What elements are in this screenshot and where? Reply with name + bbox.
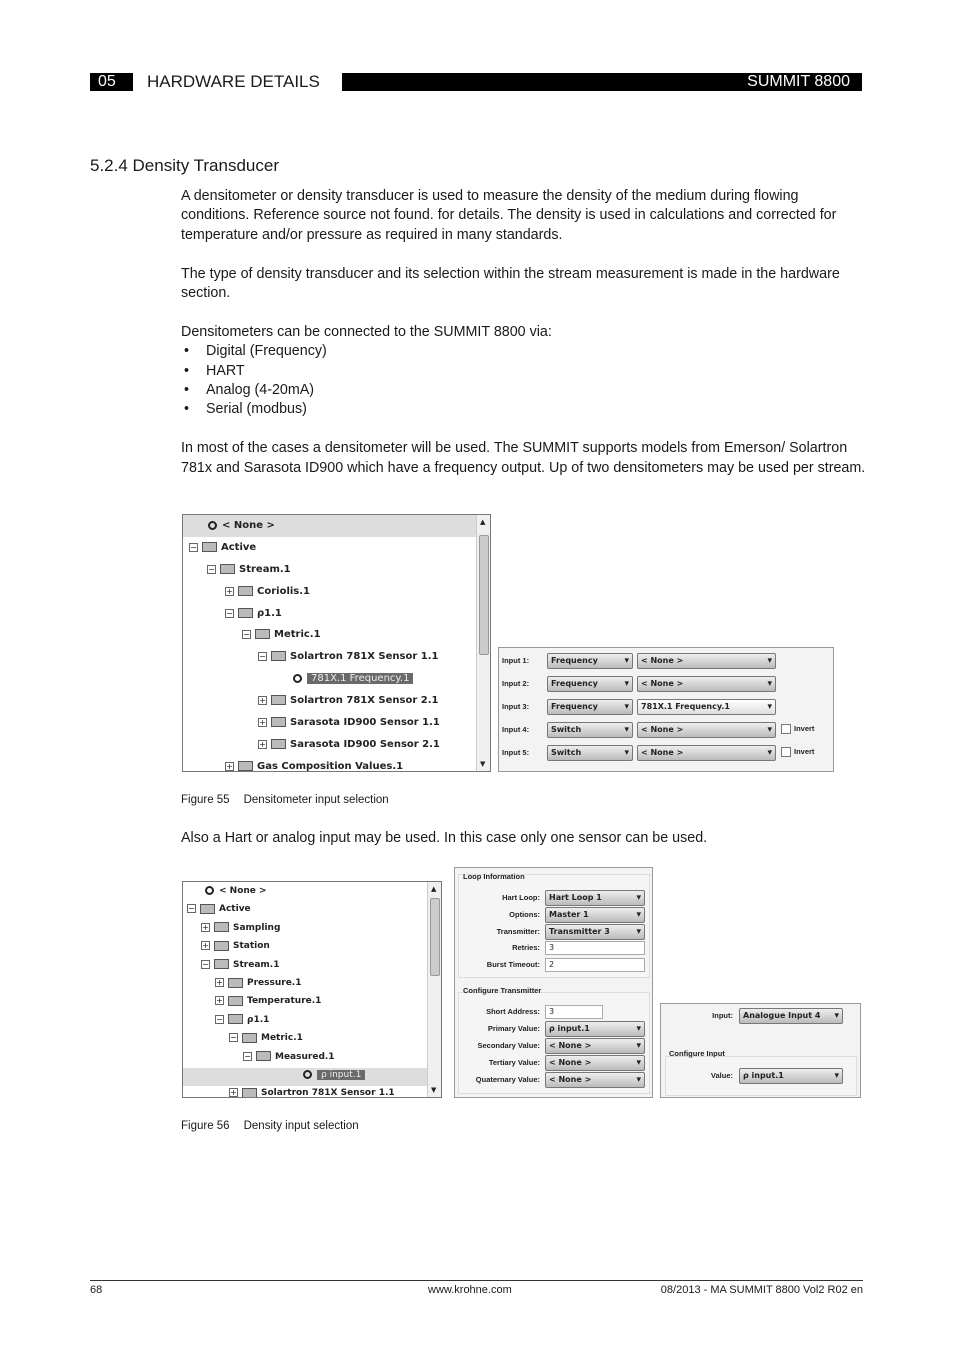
paragraph: In most of the cases a densitometer will be used. The SUMMIT supports models from Emerson/ Solartron 781x and Sarasota ID900 which have a frequency output. Up of two densitometers may be used per stream.: [181, 440, 866, 476]
tree-item[interactable]: + Sarasota ID900 Sensor 1.1: [259, 717, 440, 728]
chapter-number: 05: [90, 73, 133, 91]
tree-item[interactable]: + Solartron 781X Sensor 2.1: [259, 695, 439, 706]
input-label: Input 5:: [502, 748, 530, 757]
folder-icon: [238, 586, 253, 596]
scrollbar[interactable]: [427, 882, 441, 1097]
input-label: Input 1:: [502, 656, 530, 665]
invert-label: Invert: [794, 724, 815, 733]
collapse-icon[interactable]: −: [259, 651, 266, 661]
label: Primary Value:: [487, 1024, 540, 1033]
paragraph: A densitometer or density transducer is used to measure the density of the medium during flowing conditions. Reference source not found. for details. The density is used in calculations and corrected for temperature and/or pressure as required in many standards.: [181, 188, 837, 243]
fig56-tree-panel: [182, 881, 442, 1098]
scrollbar[interactable]: [476, 515, 490, 771]
radio-icon: [293, 674, 302, 683]
collapse-icon[interactable]: −: [226, 608, 233, 618]
folder-icon: [256, 1051, 271, 1061]
input-type-select[interactable]: Frequency ▾: [547, 699, 633, 715]
figure-caption: Figure 55 Densitometer input selection: [181, 794, 389, 806]
bullet-item: • Digital (Frequency): [181, 342, 866, 361]
fig56-analog-panel: [660, 1003, 861, 1098]
retries-input[interactable]: 3: [545, 941, 645, 955]
fig55-tree-panel: [182, 514, 491, 772]
body-text: [181, 187, 866, 478]
label: Retries:: [512, 943, 540, 952]
collapse-icon[interactable]: −: [208, 564, 215, 574]
label: Options:: [509, 910, 540, 919]
options-select[interactable]: Master 1 ▾: [545, 907, 645, 923]
expand-icon[interactable]: +: [202, 922, 209, 932]
tree-item[interactable]: − Measured.1: [244, 1051, 335, 1062]
burst-timeout-input[interactable]: 2: [545, 958, 645, 972]
folder-icon: [202, 542, 217, 552]
input-type-select[interactable]: Switch ▾: [547, 722, 633, 738]
radio-icon: [303, 1070, 312, 1079]
folder-icon: [220, 564, 235, 574]
folder-icon: [228, 1014, 243, 1024]
label: Transmitter:: [496, 927, 540, 936]
paragraph: Densitometers can be connected to the SUMMIT 8800 via:: [181, 323, 552, 340]
tree-item[interactable]: − ρ1.1: [226, 608, 282, 619]
expand-icon[interactable]: +: [202, 941, 209, 951]
expand-icon[interactable]: +: [259, 717, 266, 727]
folder-icon: [242, 1033, 257, 1043]
tree-item[interactable]: − Stream.1: [202, 959, 280, 970]
fig55-input-panel: [498, 647, 834, 772]
folder-icon: [271, 739, 286, 749]
group-title: Configure Transmitter: [463, 986, 542, 995]
input-type-select[interactable]: Frequency ▾: [547, 653, 633, 669]
tertiary-value-select[interactable]: < None > ▾: [545, 1055, 645, 1071]
section-heading: 5.2.4 Density Transducer: [90, 156, 279, 175]
bullet-item: • Serial (modbus): [181, 400, 866, 419]
scroll-down-icon[interactable]: ▼: [431, 1086, 437, 1094]
expand-icon[interactable]: +: [216, 978, 223, 987]
scroll-down-icon[interactable]: ▼: [480, 760, 486, 768]
tree-item[interactable]: + Sarasota ID900 Sensor 2.1: [259, 739, 440, 750]
label: Value:: [710, 1071, 733, 1080]
collapse-icon[interactable]: −: [244, 1051, 251, 1061]
product-name: SUMMIT 8800: [342, 73, 862, 91]
fig56-hart-panel: [454, 867, 653, 1098]
chapter-title: HARDWARE DETAILS: [147, 72, 320, 91]
label: Burst Timeout:: [486, 960, 540, 969]
tree-item[interactable]: + Gas Composition Values.1: [226, 761, 404, 772]
tree-item[interactable]: − Metric.1: [243, 629, 321, 640]
input-source-select[interactable]: 781X.1 Frequency.1 ▾: [637, 699, 776, 715]
group-title: Configure Input: [669, 1049, 725, 1058]
group-title: Loop Information: [463, 872, 525, 881]
bullet-item: • HART: [181, 362, 866, 381]
quaternary-value-select[interactable]: < None > ▾: [545, 1072, 645, 1088]
tree-item[interactable]: + Pressure.1: [216, 978, 302, 988]
input-label: Input 3:: [502, 702, 530, 711]
footer-url: www.krohne.com: [428, 1284, 512, 1296]
folder-icon: [214, 941, 229, 951]
input-label: Input 4:: [502, 725, 530, 734]
footer-divider: [90, 1280, 863, 1281]
tree-item[interactable]: + Station: [202, 941, 270, 952]
expand-icon[interactable]: +: [216, 996, 223, 1006]
folder-icon: [271, 695, 286, 705]
paragraph: Also a Hart or analog input may be used. In this case only one sensor can be used.: [181, 830, 708, 846]
label: Secondary Value:: [477, 1041, 540, 1050]
label: Quaternary Value:: [475, 1075, 540, 1084]
input-source-select[interactable]: < None > ▾: [637, 676, 776, 692]
figure-caption: Figure 56 Density input selection: [181, 1120, 359, 1132]
tree-item[interactable]: < None >: [208, 516, 275, 536]
tree-item[interactable]: + Temperature.1: [216, 996, 322, 1007]
input-type-select[interactable]: Switch ▾: [547, 745, 633, 761]
input-label: Input 2:: [502, 679, 530, 688]
tree-item[interactable]: + Sampling: [202, 922, 281, 933]
folder-icon: [255, 629, 270, 639]
label: Tertiary Value:: [488, 1058, 540, 1067]
radio-icon: [208, 521, 217, 530]
page-number: 68: [90, 1284, 103, 1296]
analog-value-select[interactable]: ρ input.1 ▾: [739, 1068, 843, 1084]
collapse-icon[interactable]: −: [230, 1033, 237, 1043]
scroll-up-icon[interactable]: ▲: [431, 885, 437, 893]
collapse-icon[interactable]: −: [190, 542, 197, 552]
collapse-icon[interactable]: −: [202, 959, 209, 969]
folder-icon: [271, 717, 286, 727]
label: Input:: [712, 1011, 733, 1020]
tree-item[interactable]: + Solartron 781X Sensor 1.1: [230, 1088, 395, 1098]
folder-icon: [228, 996, 243, 1006]
radio-icon: [205, 886, 214, 895]
expand-icon[interactable]: +: [259, 695, 266, 705]
tree-item[interactable]: − Active: [188, 904, 251, 915]
folder-icon: [238, 608, 253, 618]
tree-item[interactable]: − Metric.1: [230, 1033, 303, 1044]
folder-icon: [238, 761, 253, 771]
analog-input-select[interactable]: Analogue Input 4 ▾: [739, 1008, 843, 1024]
expand-icon[interactable]: +: [226, 761, 233, 771]
hart-loop-select[interactable]: Hart Loop 1 ▾: [545, 890, 645, 906]
secondary-value-select[interactable]: < None > ▾: [545, 1038, 645, 1054]
tree-item-selected[interactable]: ρ input.1: [303, 1066, 365, 1084]
expand-icon[interactable]: +: [259, 739, 266, 749]
invert-label: Invert: [794, 747, 815, 756]
tree-item[interactable]: + Coriolis.1: [226, 586, 311, 597]
expand-icon[interactable]: +: [230, 1088, 237, 1098]
folder-icon: [271, 651, 286, 661]
tree-item[interactable]: − Stream.1: [208, 564, 291, 575]
invert-checkbox[interactable]: [781, 724, 791, 734]
collapse-icon[interactable]: −: [216, 1014, 223, 1024]
label: Hart Loop:: [502, 893, 540, 902]
tree-item[interactable]: − Active: [190, 542, 257, 553]
input-source-select[interactable]: < None > ▾: [637, 745, 776, 761]
folder-icon: [200, 904, 215, 914]
scroll-up-icon[interactable]: ▲: [480, 518, 486, 526]
tree-item[interactable]: − ρ1.1: [216, 1014, 270, 1025]
tree-item-selected[interactable]: 781X.1 Frequency.1: [293, 669, 413, 689]
collapse-icon[interactable]: −: [188, 904, 195, 914]
tree-item[interactable]: − Solartron 781X Sensor 1.1: [259, 651, 439, 662]
input-source-select[interactable]: < None > ▾: [637, 722, 776, 738]
folder-icon: [214, 959, 229, 969]
invert-checkbox[interactable]: [781, 747, 791, 757]
folder-icon: [214, 922, 229, 932]
short-address-input[interactable]: 3: [545, 1005, 603, 1019]
input-type-select[interactable]: Frequency ▾: [547, 676, 633, 692]
transmitter-select[interactable]: Transmitter 3 ▾: [545, 924, 645, 940]
tree-item[interactable]: < None >: [205, 882, 267, 900]
input-source-select[interactable]: < None > ▾: [637, 653, 776, 669]
paragraph: The type of density transducer and its selection within the stream measurement is made in the hardware section.: [181, 265, 840, 302]
primary-value-select[interactable]: ρ input.1 ▾: [545, 1021, 645, 1037]
bullet-item: • Analog (4-20mA): [181, 381, 866, 400]
footer-doc-ref: 08/2013 - MA SUMMIT 8800 Vol2 R02 en: [660, 1284, 863, 1296]
label: Short Address:: [486, 1007, 540, 1016]
folder-icon: [228, 978, 243, 988]
folder-icon: [242, 1088, 257, 1098]
expand-icon[interactable]: +: [226, 586, 233, 596]
collapse-icon[interactable]: −: [243, 629, 250, 639]
